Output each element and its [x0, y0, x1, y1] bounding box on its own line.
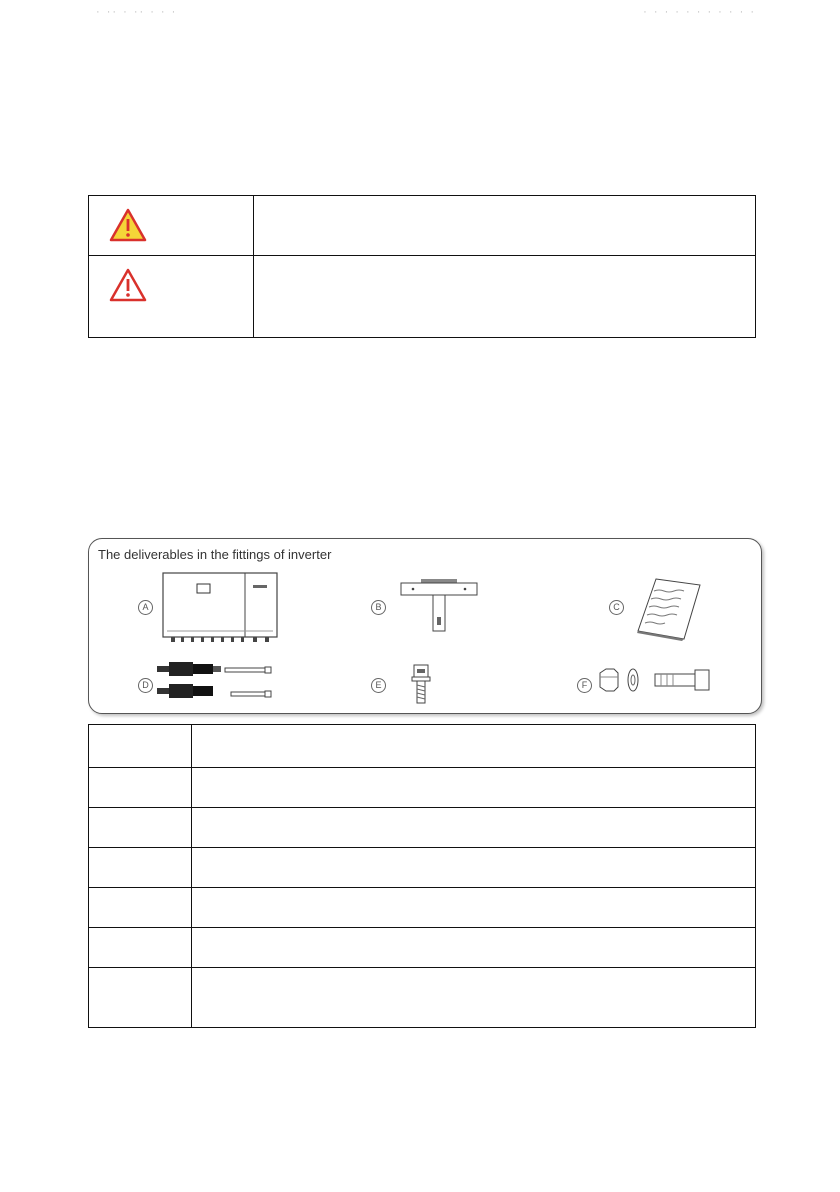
warning-filled-icon	[109, 208, 147, 242]
part-label	[89, 968, 192, 1028]
warning-text	[254, 256, 756, 338]
table-row	[89, 768, 756, 808]
item-label-d: D	[138, 678, 153, 693]
header-right: · · · · · · · · · · ·	[643, 6, 756, 18]
mounting-bracket-icon	[399, 577, 479, 637]
part-label	[89, 725, 192, 768]
parts-table	[88, 724, 756, 1028]
fittings-figure	[88, 538, 762, 714]
item-label-a: A	[138, 600, 153, 615]
warning-table	[88, 195, 756, 338]
table-row	[89, 808, 756, 848]
page-header	[0, 6, 840, 22]
part-description	[192, 768, 756, 808]
warning-row	[89, 196, 756, 256]
header-left: · ·· · ·· · · ·	[96, 6, 178, 18]
part-description	[192, 928, 756, 968]
warning-text	[254, 196, 756, 256]
item-label-f: F	[577, 678, 592, 693]
table-row	[89, 888, 756, 928]
warning-row	[89, 256, 756, 338]
item-label-e: E	[371, 678, 386, 693]
table-row	[89, 725, 756, 768]
table-row	[89, 968, 756, 1028]
part-label	[89, 928, 192, 968]
part-description	[192, 848, 756, 888]
part-description	[192, 725, 756, 768]
part-label	[89, 808, 192, 848]
part-label	[89, 768, 192, 808]
fittings-title: The deliverables in the fittings of inverter	[98, 547, 332, 562]
item-label-b: B	[371, 600, 386, 615]
warning-icon-cell	[89, 196, 254, 256]
table-row	[89, 848, 756, 888]
part-label	[89, 848, 192, 888]
part-description	[192, 808, 756, 848]
manual-document-icon	[634, 577, 704, 641]
table-row	[89, 928, 756, 968]
bolt-nut-washer-icon	[595, 667, 725, 695]
part-description	[192, 888, 756, 928]
pv-connector-icon	[155, 659, 275, 711]
inverter-icon	[161, 571, 281, 645]
warning-outline-icon	[109, 268, 147, 302]
screw-icon	[409, 663, 433, 707]
item-label-c: C	[609, 600, 624, 615]
part-label	[89, 888, 192, 928]
part-description	[192, 968, 756, 1028]
warning-icon-cell	[89, 256, 254, 338]
